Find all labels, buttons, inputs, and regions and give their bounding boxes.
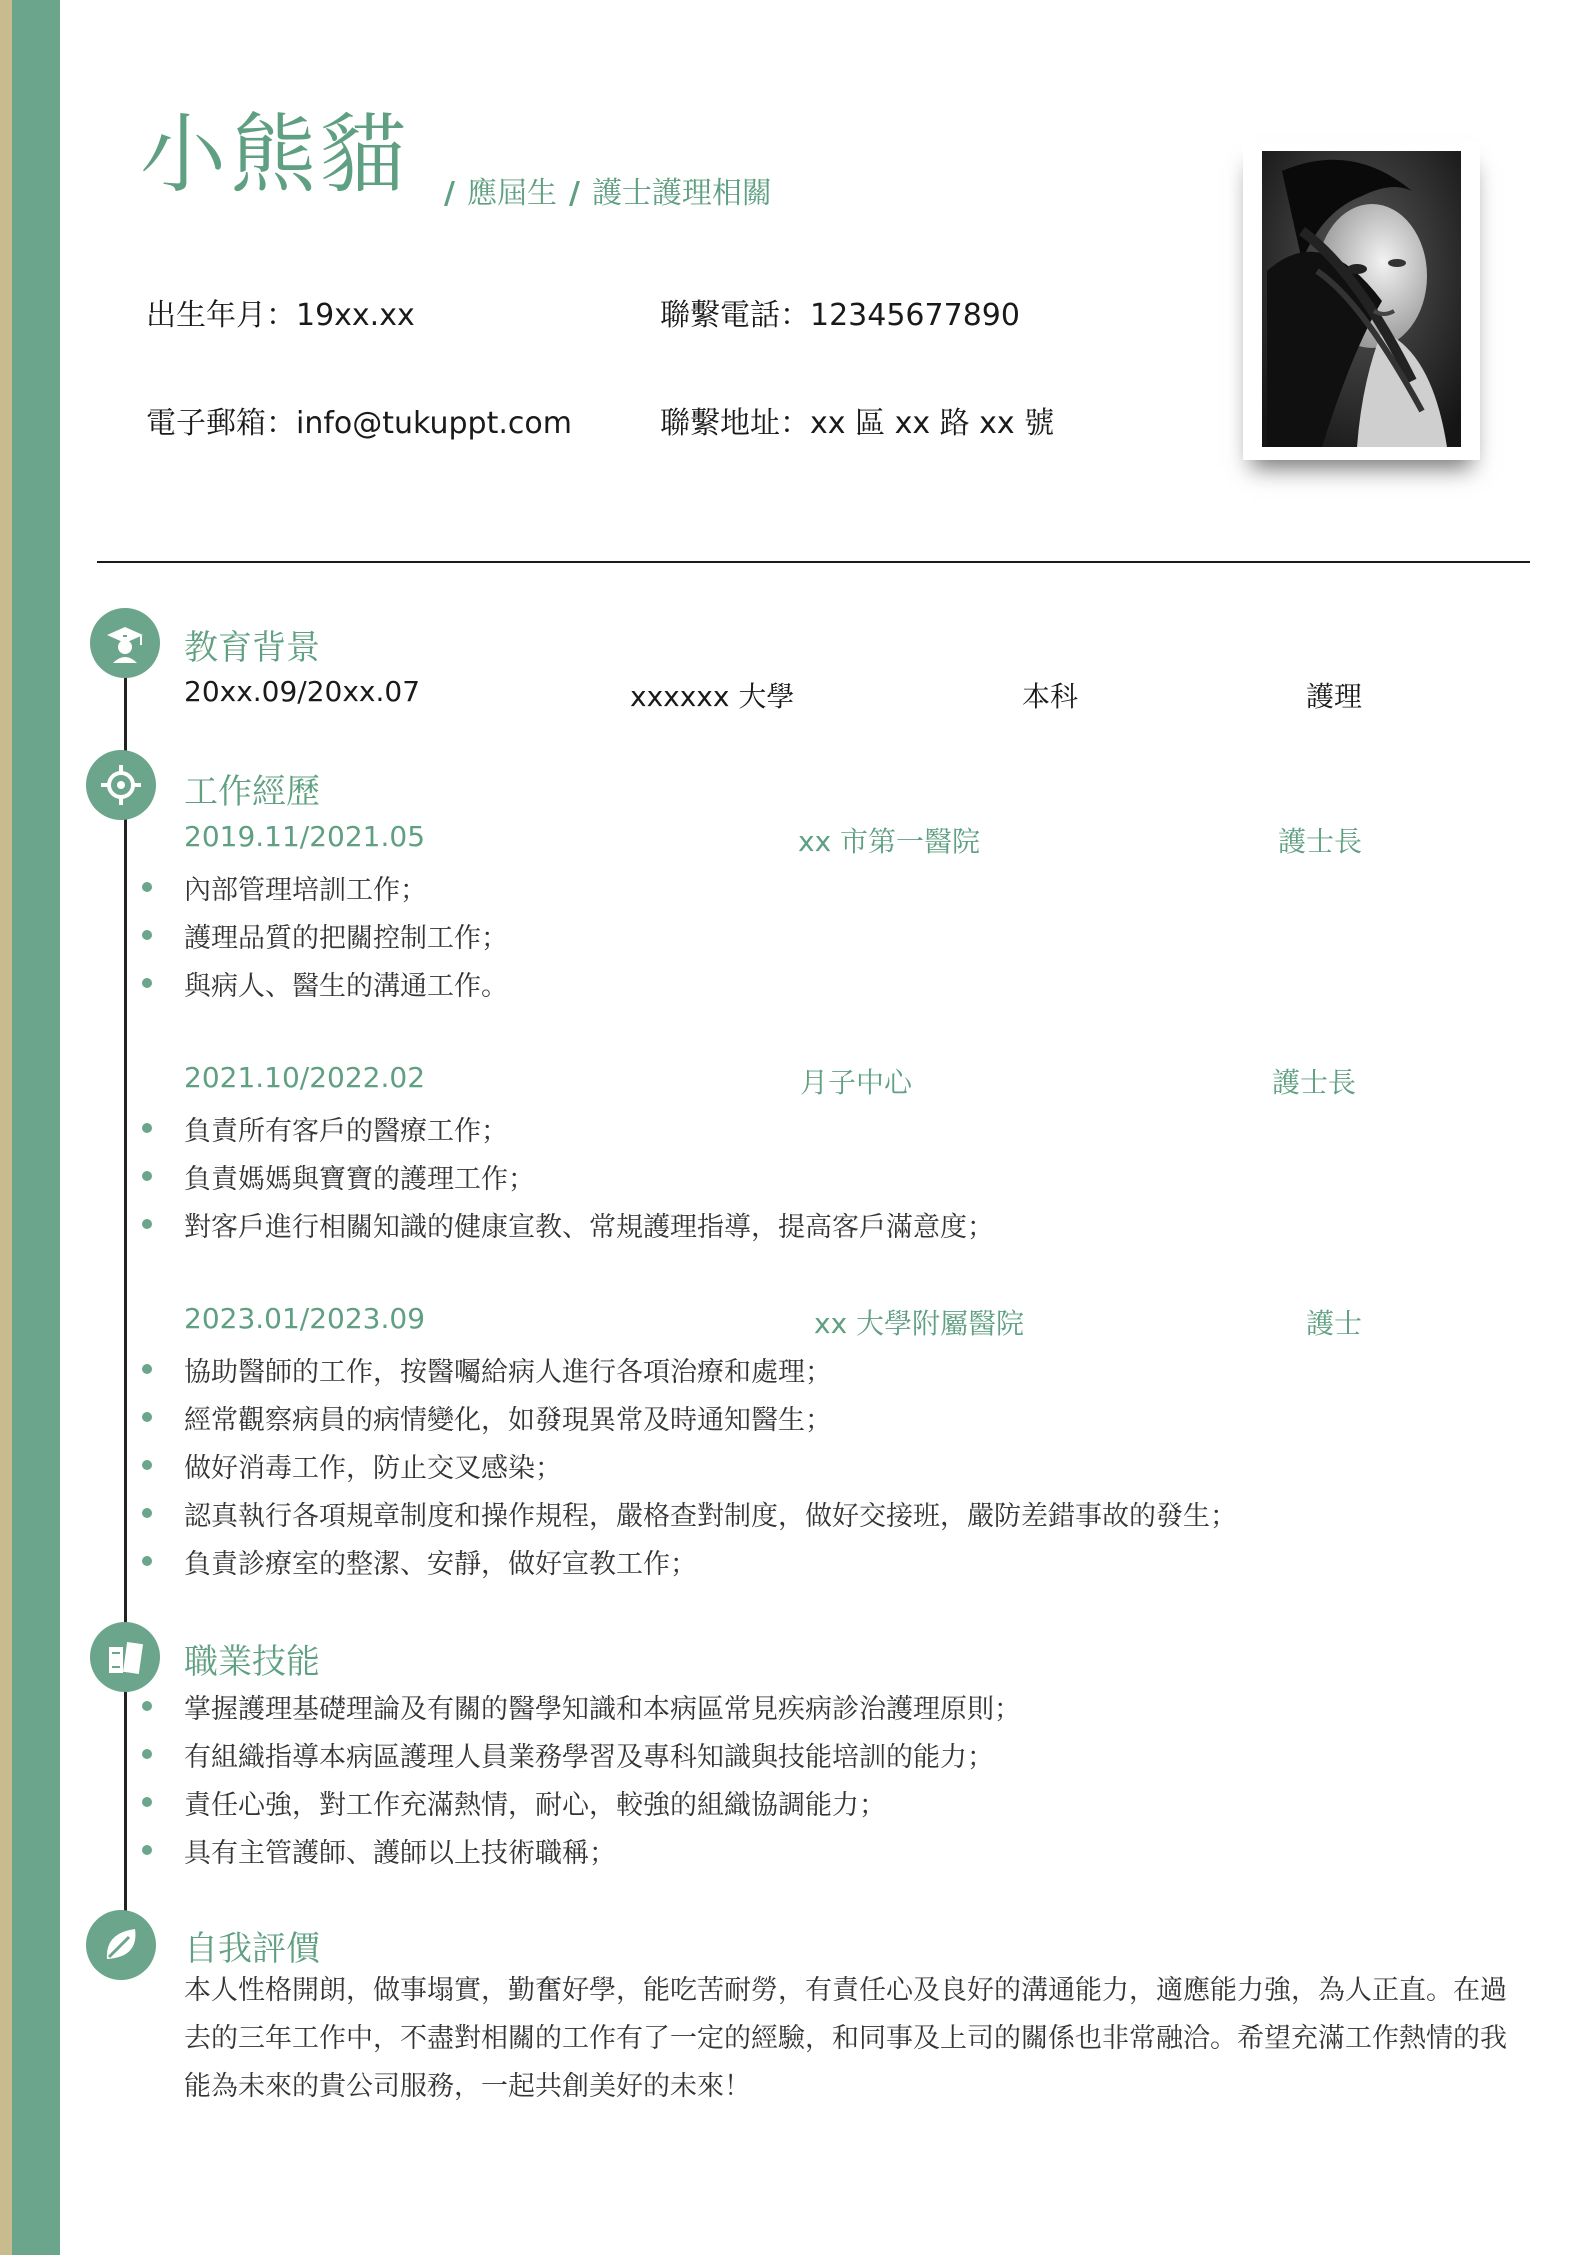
books-icon <box>90 1622 160 1692</box>
skill-item: 責任心強，對工作充滿熱情，耐心，較強的組織協調能力； <box>184 1783 886 1822</box>
phone-info: 聯繫電話：12345677890 <box>660 298 1020 333</box>
left-tan-stripe <box>0 0 12 2255</box>
job-duty: 經常觀察病員的病情變化，如發現異常及時通知醫生； <box>184 1398 832 1437</box>
bullet-dot <box>142 1219 152 1229</box>
timeline-line <box>124 640 127 1950</box>
job-duty: 對客戶進行相關知識的健康宣教、常規護理指導，提高客戶滿意度； <box>184 1205 994 1244</box>
job-duty: 與病人、醫生的溝通工作。 <box>184 964 508 1003</box>
bullet-dot <box>142 978 152 988</box>
bullet-dot <box>142 1364 152 1374</box>
job-role: 護士長 <box>1272 1066 1357 1099</box>
education-period: 20xx.09/20xx.07 <box>184 675 421 708</box>
job-duty: 護理品質的把關控制工作； <box>184 916 508 955</box>
bullet-dot <box>142 1123 152 1133</box>
job-duty: 負責診療室的整潔、安靜，做好宣教工作； <box>184 1542 697 1581</box>
profile-photo <box>1262 151 1461 447</box>
job-duty: 負責媽媽與寶寶的護理工作； <box>184 1157 535 1196</box>
job-duty: 協助醫師的工作，按醫囑給病人進行各項治療和處理； <box>184 1350 832 1389</box>
header-divider <box>97 561 1530 563</box>
job-period: 2021.10/2022.02 <box>184 1061 426 1094</box>
job-company: 月子中心 <box>800 1066 913 1099</box>
candidate-name: 小熊貓 <box>140 105 410 205</box>
target-icon <box>86 750 156 820</box>
bullet-dot <box>142 1508 152 1518</box>
address-info: 聯繫地址：xx 區 xx 路 xx 號 <box>660 406 1055 441</box>
subtitle-separator: / <box>568 176 580 211</box>
job-duty: 內部管理培訓工作； <box>184 868 427 907</box>
evaluation-text: 本人性格開朗，做事塌實，勤奮好學，能吃苦耐勞，有責任心及良好的溝通能力，適應能力強，為人正直。在過去的三年工作中，不盡對相關的工作有了一定的經驗，和同事及上司的關係也非常融洽。希望充滿工作熱情的我能為未來的貴公司服務，一起共創美好的未來！ <box>184 1975 1507 2102</box>
skill-item: 有組織指導本病區護理人員業務學習及專科知識與技能培訓的能力； <box>184 1735 994 1774</box>
job-role: 護士長 <box>1278 825 1363 858</box>
bullet-dot <box>142 1845 152 1855</box>
evaluation-section-title: 自我評價 <box>184 1929 320 1969</box>
leaf-icon <box>86 1910 156 1980</box>
skill-item: 具有主管護師、護師以上技術職稱； <box>184 1831 616 1870</box>
bullet-dot <box>142 1749 152 1759</box>
graduate-icon <box>90 608 160 678</box>
work-section-title: 工作經歷 <box>184 772 320 812</box>
job-duty: 做好消毒工作，防止交叉感染； <box>184 1446 562 1485</box>
education-major: 護理 <box>1306 680 1363 713</box>
bullet-dot <box>142 1171 152 1181</box>
education-section-title: 教育背景 <box>184 628 320 668</box>
position-label: 護士護理相關 <box>591 176 772 211</box>
job-period: 2023.01/2023.09 <box>184 1302 426 1335</box>
profile-photo-frame <box>1243 142 1480 460</box>
email-info: 電子郵箱：info@tukuppt.com <box>146 406 572 441</box>
subtitle <box>432 168 772 212</box>
status-label: 應屆生 <box>466 176 557 211</box>
job-company: xx 大學附屬醫院 <box>814 1307 1025 1340</box>
bullet-dot <box>142 1701 152 1711</box>
education-degree: 本科 <box>1022 680 1079 713</box>
bullet-dot <box>142 882 152 892</box>
job-period: 2019.11/2021.05 <box>184 820 426 853</box>
bullet-dot <box>142 1460 152 1470</box>
job-role: 護士 <box>1306 1307 1363 1340</box>
bullet-dot <box>142 1556 152 1566</box>
bullet-dot <box>142 1797 152 1807</box>
job-duty: 認真執行各項規章制度和操作規程，嚴格查對制度，做好交接班，嚴防差錯事故的發生； <box>184 1494 1237 1533</box>
subtitle-separator: / <box>444 176 455 211</box>
job-company: xx 市第一醫院 <box>798 825 981 858</box>
birth-info: 出生年月：19xx.xx <box>146 298 415 333</box>
skill-item: 掌握護理基礎理論及有關的醫學知識和本病區常見疾病診治護理原則； <box>184 1687 1021 1726</box>
bullet-dot <box>142 930 152 940</box>
job-duty: 負責所有客戶的醫療工作； <box>184 1109 508 1148</box>
portrait-image <box>1262 151 1461 447</box>
skills-section-title: 職業技能 <box>184 1642 320 1682</box>
bullet-dot <box>142 1412 152 1422</box>
left-green-stripe <box>12 0 60 2255</box>
education-school: xxxxxx 大學 <box>630 680 795 713</box>
